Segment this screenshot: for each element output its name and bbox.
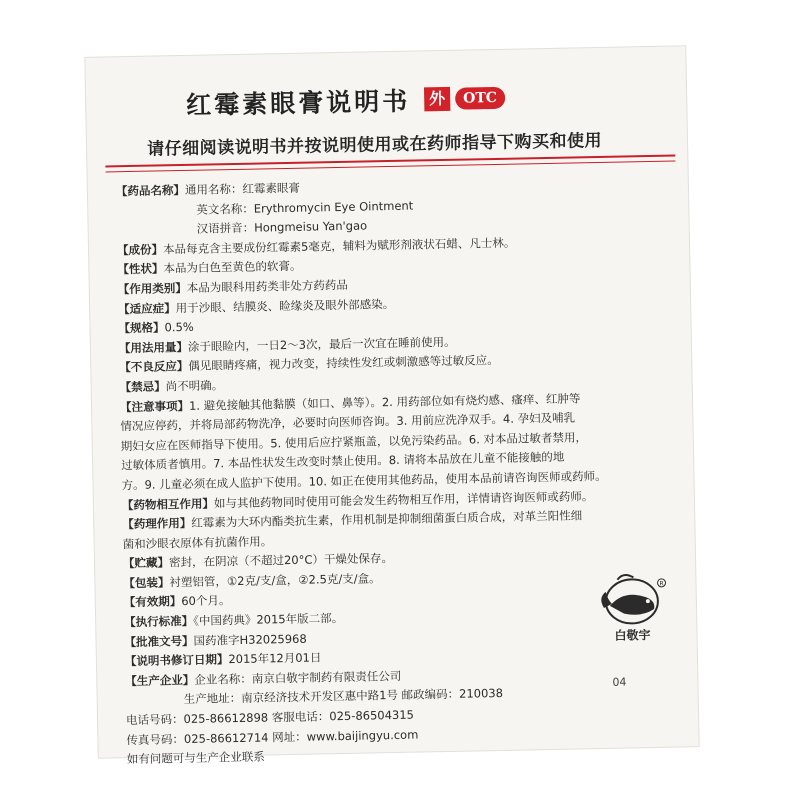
precautions-text: 方。9. 儿童必须在成人监护下使用。10. 如正在使用其他药品，使用本品前请咨询医师或药师。	[121, 468, 607, 493]
section-label: 【说明书修订日期】	[124, 652, 229, 669]
section-label: 【包装】	[123, 575, 170, 591]
divider-thin	[106, 161, 676, 173]
precautions-text: 期妇女应在医师指导下使用。5. 使用后应拧紧瓶盖，以免污染药品。6. 对本品过敏者禁用，	[120, 429, 588, 453]
external-use-badge: 外	[424, 87, 450, 111]
section-text: 2015年12月01日	[228, 650, 322, 667]
section-text: 密封，在阴凉（不超过20°C）干燥处保存。	[168, 551, 394, 570]
otc-badge: OTC	[455, 87, 505, 110]
section-text: 用于沙眼、结膜炎、睑缘炎及眼外部感染。	[175, 296, 395, 315]
company-fax: 传真号码：025-86612714 网址：www.baijingyu.com	[126, 727, 419, 747]
section-text: 国药准字H32025968	[193, 631, 307, 648]
section-text: 本品为白色至黄色的软膏。	[163, 259, 302, 276]
contact-note: 如有问题可与生产企业联系	[126, 749, 265, 767]
section-label: 【药品名称】	[115, 182, 186, 199]
english-name: 英文名称：Erythromycin Eye Ointment	[196, 198, 414, 217]
page-number: 04	[612, 675, 627, 689]
company-logo	[593, 567, 675, 649]
section-text: 红霉素为大环内酯类抗生素，作用机制是抑制细菌蛋白质合成，对革兰阳性细	[191, 508, 583, 530]
company-name: 企业名称：南京白敬宇制药有限责任公司	[194, 668, 402, 687]
generic-name: 通用名称：红霉素眼膏	[184, 180, 301, 197]
section-label: 【作用类别】	[117, 280, 187, 297]
section-label: 【批准文号】	[124, 633, 194, 649]
section-text: 本品为眼科用药类非处方药药品	[186, 277, 348, 295]
instruction-leaflet	[85, 46, 698, 767]
pinyin-name: 汉语拼音：Hongmeisu Yan'gao	[196, 218, 368, 236]
section-text: 菌和沙眼衣原体有抗菌作用。	[122, 534, 273, 551]
section-text: 尚不明确。	[165, 378, 224, 394]
section-text: 本品每克含主要成份红霉素5毫克，辅料为赋形剂液状石蜡、凡士林。	[162, 235, 516, 257]
leaflet-body	[116, 172, 687, 770]
section-label: 【贮藏】	[122, 555, 170, 571]
svg-text:R: R	[659, 580, 664, 588]
section-label: 【禁忌】	[119, 379, 166, 395]
precautions-text: 情况应停药，并将局部药物洗净，必要时向医师咨询。3. 用前应洗净双手。4. 孕妇及哺乳	[120, 410, 576, 434]
section-label: 【不良反应】	[119, 359, 189, 375]
precautions-text: 过敏体质者慎用。7. 本品性状发生改变时禁止使用。8. 请将本品放在儿童不能接触的地	[121, 450, 565, 473]
section-text: 如与其他药物同时使用可能会发生药物相互作用，详情请咨询医师或药师。	[213, 488, 594, 510]
section-label: 【性状】	[117, 261, 164, 277]
section-text: 偶见眼睛疼痛，视力改变，持续性发红或刺激感等过敏反应。	[188, 353, 499, 374]
precautions-text: 1. 避免接触其他黏膜（如口、鼻等）。2. 用药部位如有烧灼感、瘙痒、红肿等	[188, 390, 581, 413]
section-label: 【用法用量】	[118, 339, 189, 355]
section-label: 【规格】	[118, 320, 165, 336]
section-label: 【适应症】	[118, 300, 176, 316]
page-title: 红霉素眼膏说明书	[185, 86, 411, 120]
section-label: 【成份】	[116, 242, 164, 258]
section-text: 60个月。	[181, 593, 231, 609]
section-text: 0.5%	[164, 319, 194, 335]
section-text: 涂于眼睑内，一日2～3次，最后一次宜在睡前使用。	[187, 334, 456, 354]
section-label: 【有效期】	[123, 594, 182, 610]
section-label: 【执行标准】	[124, 613, 194, 630]
section-text: 衬塑铝管，①2克/支/盒，②2.5克/支/盒。	[169, 571, 381, 590]
logo-text: 白敬宇	[614, 628, 651, 643]
section-label: 【药理作用】	[122, 515, 192, 532]
section-label: 【药物相互作用】	[121, 495, 215, 512]
company-phone: 电话号码：025-86612898 客服电话：025-86504315	[125, 707, 415, 728]
section-text: 《中国药典》2015年版二部。	[193, 611, 344, 628]
section-label: 【生产企业】	[125, 672, 195, 689]
company-address: 生产地址：南京经济技术开发区惠中路1号 邮政编码：210038	[183, 686, 504, 707]
title-row	[186, 80, 505, 122]
section-label: 【注意事项】	[119, 398, 190, 414]
subtitle: 请仔细阅读说明书并按说明使用或在药师指导下购买和使用	[146, 130, 603, 160]
